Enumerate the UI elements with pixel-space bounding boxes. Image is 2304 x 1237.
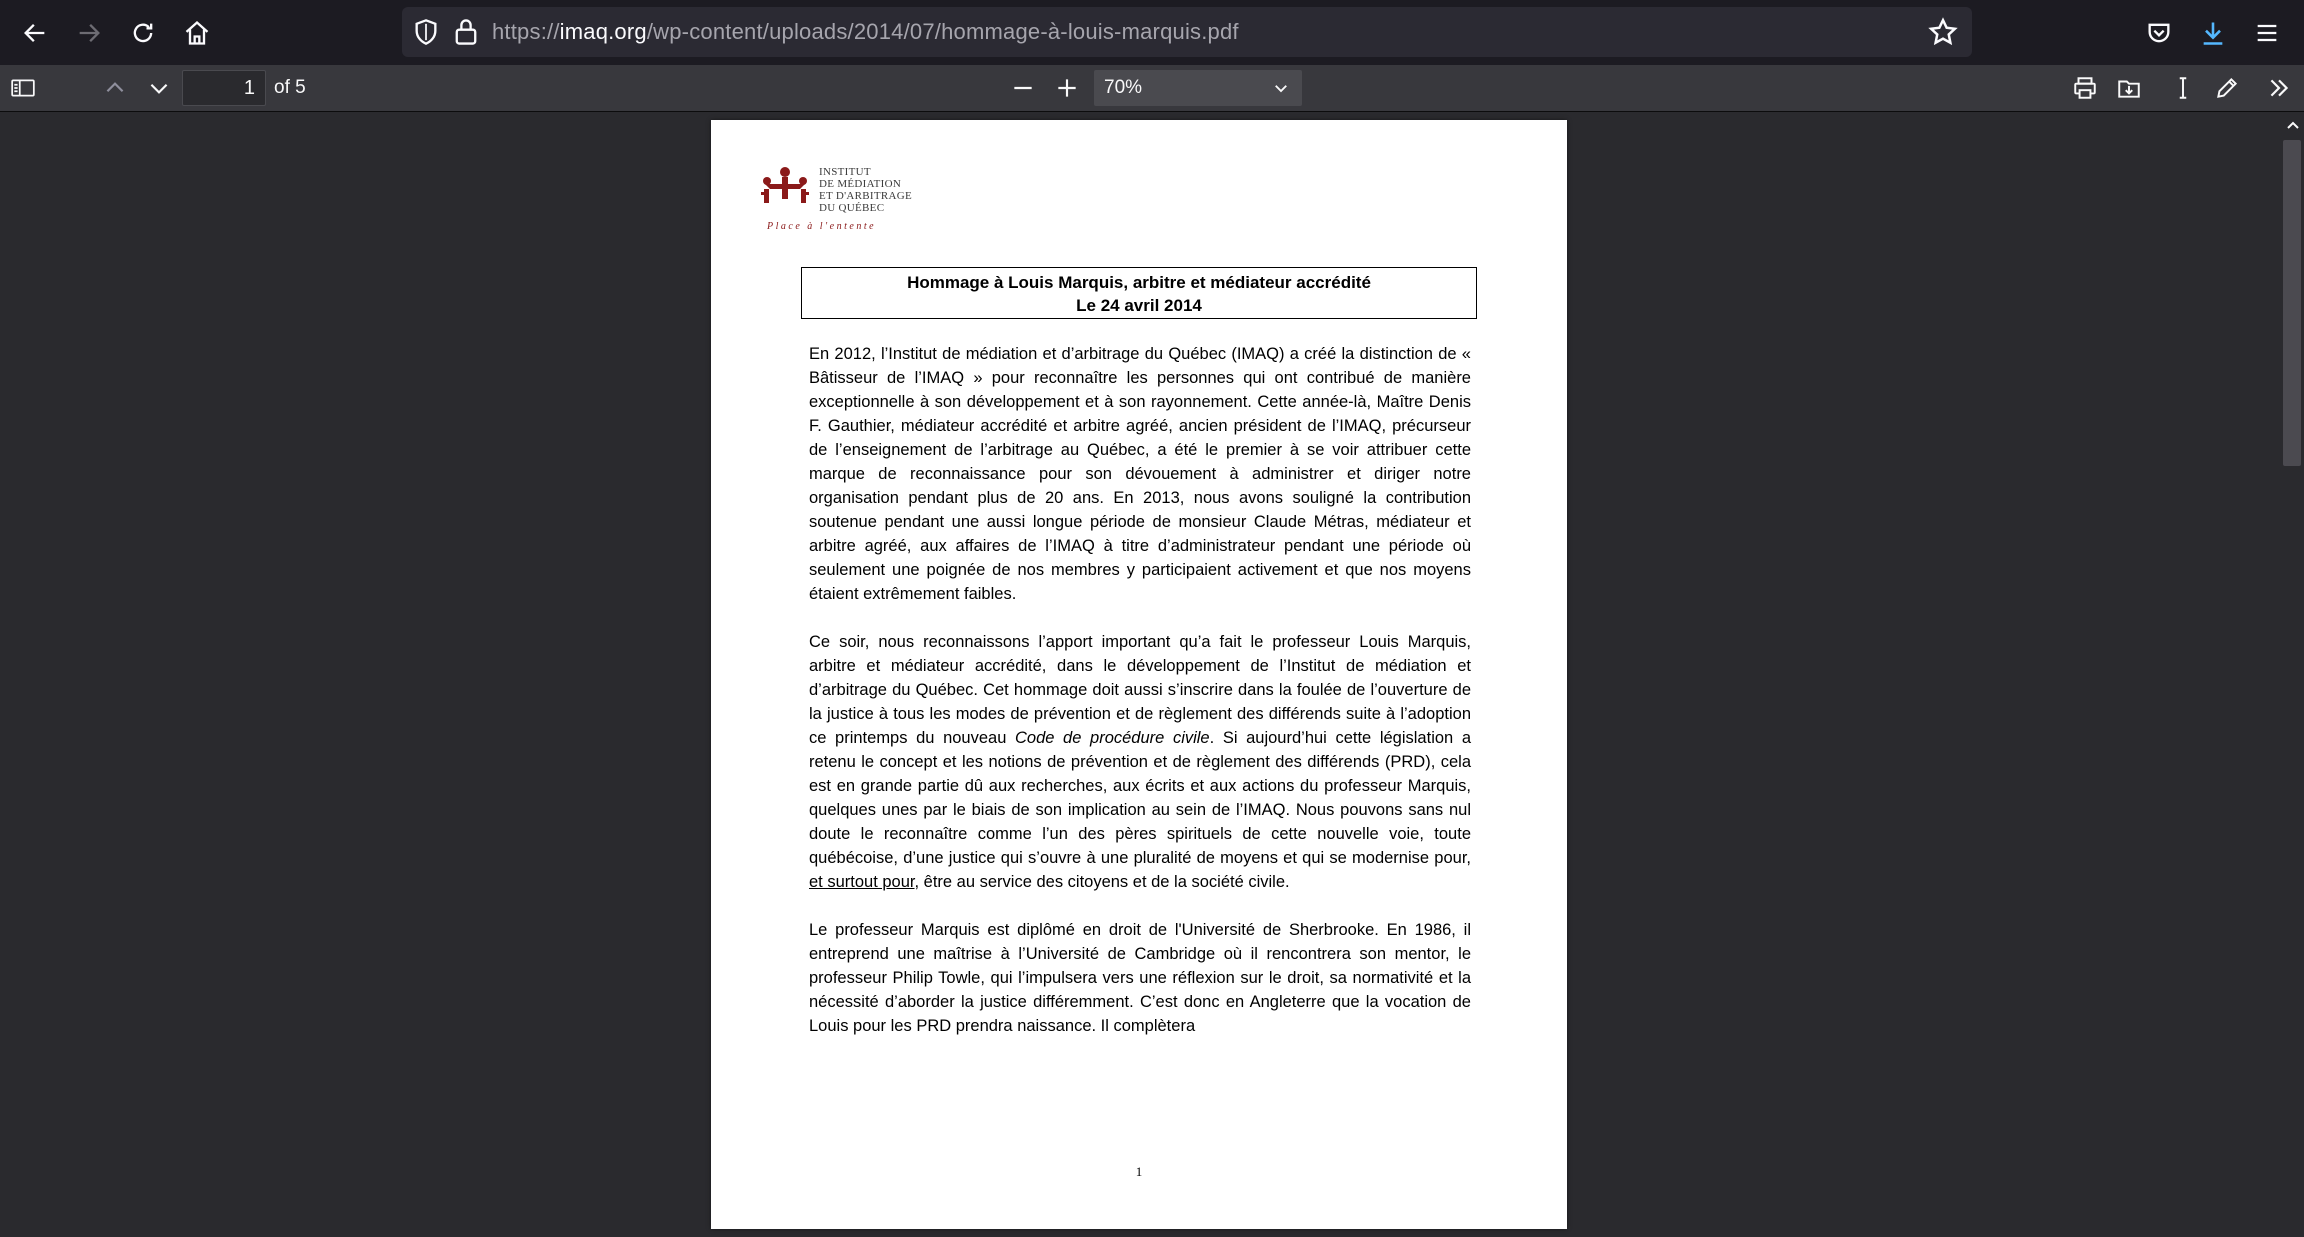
next-page-button[interactable] [144,73,174,103]
forward-button[interactable] [68,12,110,54]
document-title: Hommage à Louis Marquis, arbitre et médiateur accrédité [907,273,1371,292]
paragraph-2-part-a: Ce soir, nous reconnaissons l’apport important qu’a fait le professeur Louis Marquis, arbitre et médiateur accrédité, dans le développement de l’Institut de médiation et d’arbitrage du Québec. Cet hommage doit aussi s’inscrire dans la foulée de l’ouverture de la justice à tous les modes de prévention et de règlement des différends suite à l’adoption ce printemps du nouveau [809,633,1471,747]
logo-line: ET D'ARBITRAGE [819,190,913,202]
paragraph-2-part-c: , être au service des citoyens et de la société civile. [914,873,1290,891]
url-path: /wp-content/uploads/2014/07/hommage-à-louis-marquis.pdf [646,19,1239,44]
document-body [809,342,1471,1038]
forward-arrow-icon [75,19,103,47]
paragraph-2-part-b: . Si aujourd’hui cette législation a retenu le concept et les notions de prévention et de règlement des différends (PRD), cela est en grande partie dû aux recherches, aux écrits et aux actions du professeur Marquis, quelques unes par le biais de son implication au sein de l’IMAQ. Nous pouvons sans nul doute le reconnaître comme l’un des pères spirituels de cette nouvelle voie, toute québécoise, d’une justice qui s’ouvre à une pluralité de moyens et qui se modernise pour, [809,729,1472,867]
url-host: imaq.org [559,19,647,44]
scrollbar-thumb[interactable] [2283,140,2301,466]
chevron-up-icon [102,75,128,101]
download-icon [2199,19,2227,47]
pdf-page [711,120,1567,1229]
pdf-toolbar [0,65,2304,112]
home-button[interactable] [176,12,218,54]
url-prefix: https:// [492,19,560,44]
document-title-box [801,267,1477,319]
pocket-icon [2145,19,2173,47]
chevron-down-icon [146,75,172,101]
page-count-label: of 5 [274,77,306,98]
logo-tagline: Place à l'entente [767,221,877,232]
sidebar-icon [10,75,36,101]
pocket-button[interactable] [2138,12,2180,54]
logo-line: INSTITUT [819,166,871,178]
back-arrow-icon [21,19,49,47]
url-bar[interactable] [402,7,1972,57]
document-date: Le 24 avril 2014 [1076,296,1202,315]
back-button[interactable] [14,12,56,54]
vertical-scrollbar[interactable] [2280,112,2304,1237]
logo-wordmark [819,166,912,214]
hamburger-menu-icon [2253,19,2281,47]
previous-page-button[interactable] [100,73,130,103]
zoom-select[interactable] [1094,70,1302,106]
pencil-icon [2214,75,2240,101]
tools-menu-button[interactable] [2264,73,2294,103]
print-button[interactable] [2070,73,2100,103]
paragraph-2-italic: Code de procédure civile [1015,729,1210,747]
paragraph-2-underline: et surtout pour [809,873,915,891]
chevron-down-icon [1272,79,1290,97]
reload-button[interactable] [122,12,164,54]
save-button[interactable] [2114,73,2144,103]
logo-line: DU QUÉBEC [819,202,885,214]
text-select-button[interactable] [2168,73,2198,103]
zoom-out-button[interactable] [1008,73,1038,103]
app-menu-button[interactable] [2246,12,2288,54]
save-icon [2116,75,2142,101]
lock-icon[interactable] [452,17,480,47]
zoom-value: 70% [1104,77,1143,98]
text-cursor-icon [2170,75,2196,101]
page-number: 1 [1135,1164,1143,1179]
paragraph-1: En 2012, l’Institut de médiation et d’arbitrage du Québec (IMAQ) a créé la distinction de « Bâtisseur de l’IMAQ » pour reconnaître les personnes qui ont contribué de manière exceptionnelle à son développement et à son rayonnement. Cette année-là, Maître Denis F. Gauthier, médiateur accrédité et arbitre agréé, ancien président de l’IMAQ, précurseur de l’enseignement de l’arbitrage au Québec, a été le premier à se voir attribuer cette marque de reconnaissance pour son dévouement à administrer et diriger notre organisation pendant plus de 20 ans. En 2013, nous avons souligné la contribution soutenue pendant une aussi longue période de monsieur Claude Métras, médiateur et arbitre agréé, aux affaires de l’IMAQ à titre d’administrateur pendant une période où seulement une poignée de nos membres y participaient activement et que nos moyens étaient extrêmement faibles. [809,345,1471,603]
paragraph-2 [809,630,1471,894]
downloads-button[interactable] [2192,12,2234,54]
sidebar-toggle-button[interactable] [8,73,38,103]
tracking-protection-shield-icon[interactable] [412,18,440,46]
minus-icon [1010,75,1036,101]
url-text[interactable] [492,18,1239,46]
logo-line: DE MÉDIATION [819,178,902,190]
print-icon [2072,75,2098,101]
double-chevron-right-icon [2266,75,2292,101]
page-number-input[interactable]: 1 [182,70,266,106]
zoom-in-button[interactable] [1052,73,1082,103]
reload-icon [129,19,157,47]
home-icon [183,19,211,47]
bookmark-star-icon[interactable] [1928,17,1958,47]
draw-button[interactable] [2212,73,2242,103]
paragraph-3: Le professeur Marquis est diplômé en droit de l'Université de Sherbrooke. En 1986, il entreprend une maîtrise à l’Université de Cambridge où il rencontrera son mentor, le professeur Philip Towle, qui l’impulsera vers une réflexion sur le droit, sa normativité et la nécessité d’aborder la justice différemment. C’est donc en Angleterre que la vocation de Louis pour les PRD prendra naissance. Il complètera [809,921,1471,1035]
browser-toolbar [0,0,2304,65]
scroll-up-arrow-icon[interactable] [2286,118,2300,132]
plus-icon [1054,75,1080,101]
